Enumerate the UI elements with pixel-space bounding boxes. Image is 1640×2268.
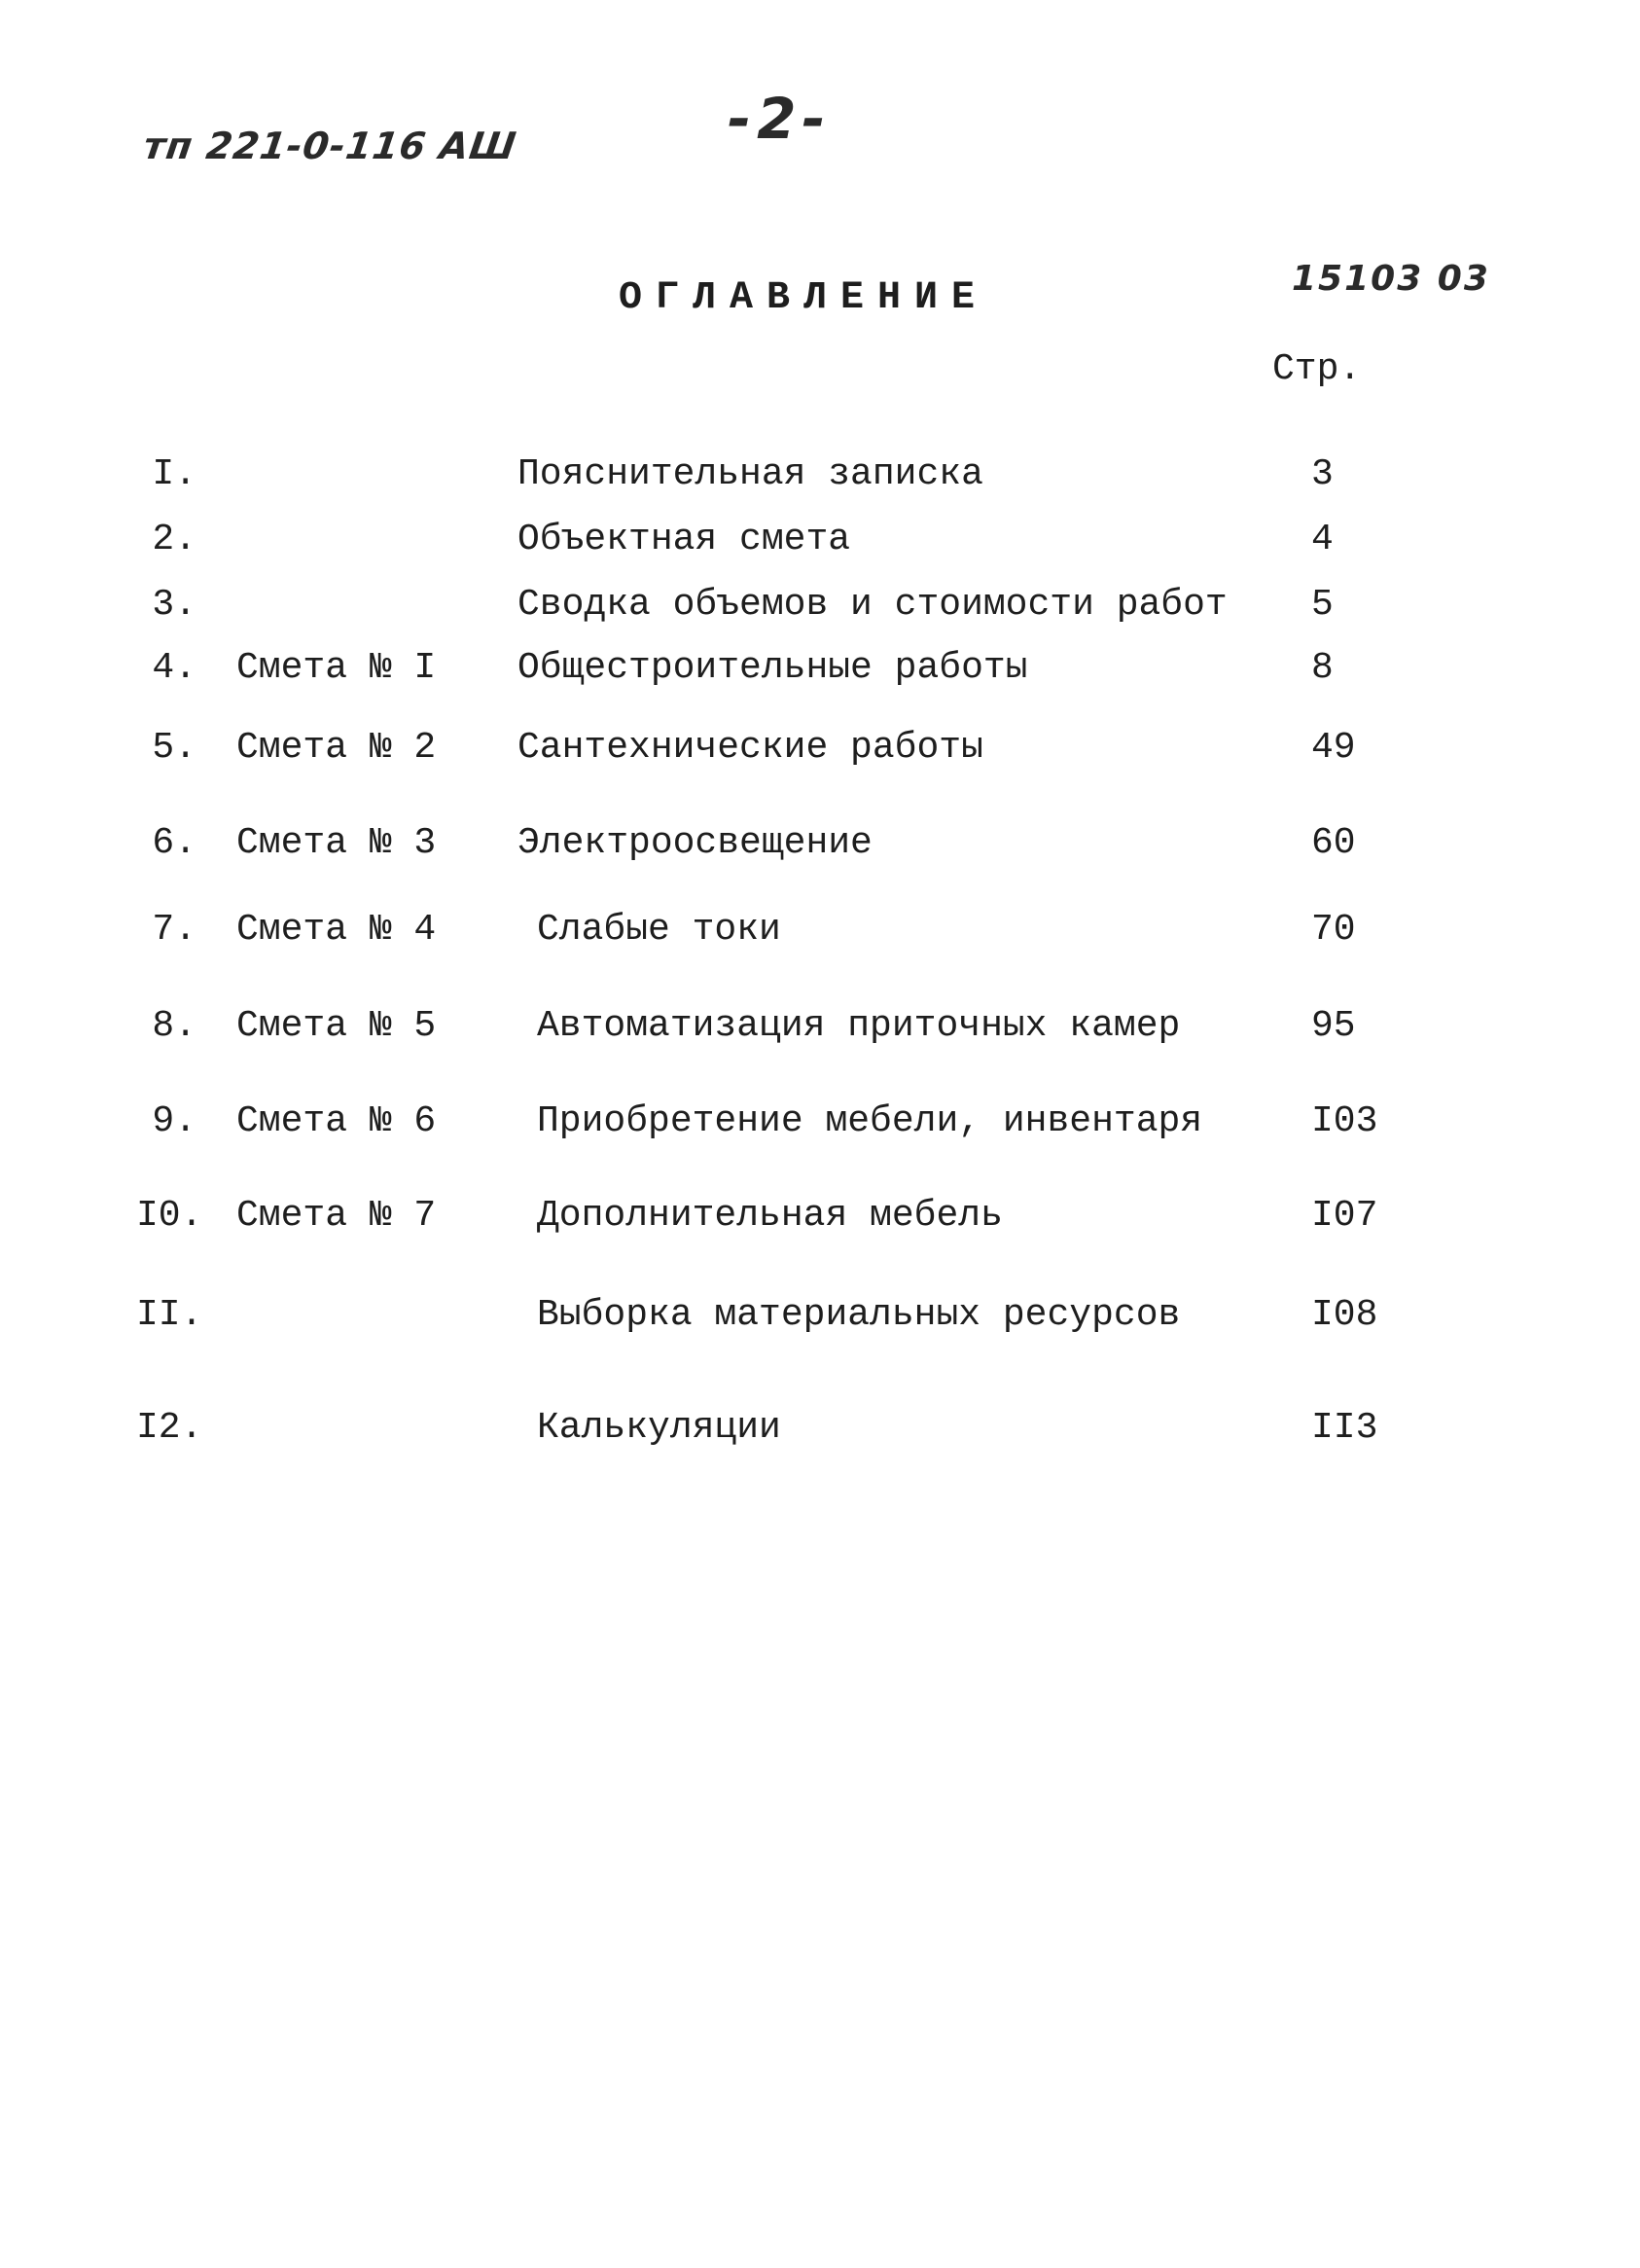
- toc-item-page: 4: [1311, 519, 1334, 560]
- toc-item-number: I0.: [136, 1195, 203, 1237]
- toc-item-estimate: Смета № 2: [236, 727, 437, 769]
- toc-row: [0, 822, 1640, 881]
- document-code: тп 221-0-116 АШ: [140, 125, 519, 167]
- toc-item-estimate: Смета № 3: [236, 822, 437, 864]
- page-column-header: Стр.: [1272, 348, 1362, 390]
- toc-item-number: 7.: [152, 909, 196, 951]
- toc-item-title: Слабые токи: [537, 909, 781, 951]
- toc-title: ОГЛАВЛЕНИЕ: [619, 276, 989, 320]
- toc-item-page: 70: [1311, 909, 1356, 951]
- archive-number: 15103 03: [1292, 259, 1490, 299]
- toc-item-number: 3.: [152, 584, 196, 626]
- toc-item-page: 60: [1311, 822, 1356, 864]
- toc-item-number: 6.: [152, 822, 196, 864]
- toc-item-title: Пояснительная записка: [517, 453, 983, 495]
- toc-item-number: 9.: [152, 1100, 196, 1142]
- toc-item-number: II.: [136, 1294, 203, 1336]
- toc-item-page: 8: [1311, 647, 1334, 689]
- toc-row: [0, 727, 1640, 785]
- toc-item-estimate: Смета № 7: [236, 1195, 437, 1237]
- toc-item-title: Дополнительная мебель: [537, 1195, 1003, 1237]
- toc-row: [0, 647, 1640, 705]
- toc-row: [0, 1407, 1640, 1465]
- toc-item-number: 8.: [152, 1005, 196, 1047]
- toc-item-page: 49: [1311, 727, 1356, 769]
- toc-item-page: I07: [1311, 1195, 1378, 1237]
- toc-item-number: 5.: [152, 727, 196, 769]
- toc-item-title: Сводка объемов и стоимости работ: [517, 584, 1228, 626]
- toc-item-page: 5: [1311, 584, 1334, 626]
- toc-item-title: Калькуляции: [537, 1407, 781, 1449]
- toc-row: [0, 519, 1640, 577]
- toc-item-title: Общестроительные работы: [517, 647, 1028, 689]
- toc-item-page: 95: [1311, 1005, 1356, 1047]
- toc-item-number: 2.: [152, 519, 196, 560]
- toc-row: [0, 1294, 1640, 1352]
- toc-item-title: Сантехнические работы: [517, 727, 983, 769]
- toc-item-number: 4.: [152, 647, 196, 689]
- toc-row: [0, 1195, 1640, 1253]
- page-number: -2-: [728, 86, 832, 152]
- toc-item-title: Объектная смета: [517, 519, 851, 560]
- toc-row: [0, 1100, 1640, 1159]
- toc-item-estimate: Смета № 4: [236, 909, 437, 951]
- toc-row: [0, 453, 1640, 512]
- toc-item-title: Электроосвещение: [517, 822, 873, 864]
- toc-row: [0, 1005, 1640, 1063]
- toc-item-estimate: Смета № 5: [236, 1005, 437, 1047]
- toc-item-number: I.: [152, 453, 196, 495]
- toc-item-page: I03: [1311, 1100, 1378, 1142]
- toc-item-estimate: Смета № I: [236, 647, 437, 689]
- toc-item-number: I2.: [136, 1407, 203, 1449]
- toc-item-page: II3: [1311, 1407, 1378, 1449]
- toc-item-title: Автоматизация приточных камер: [537, 1005, 1181, 1047]
- toc-item-estimate: Смета № 6: [236, 1100, 437, 1142]
- toc-item-page: I08: [1311, 1294, 1378, 1336]
- toc-item-title: Приобретение мебели, инвентаря: [537, 1100, 1203, 1142]
- toc-row: [0, 909, 1640, 967]
- toc-row: [0, 584, 1640, 642]
- toc-item-title: Выборка материальных ресурсов: [537, 1294, 1181, 1336]
- toc-item-page: 3: [1311, 453, 1334, 495]
